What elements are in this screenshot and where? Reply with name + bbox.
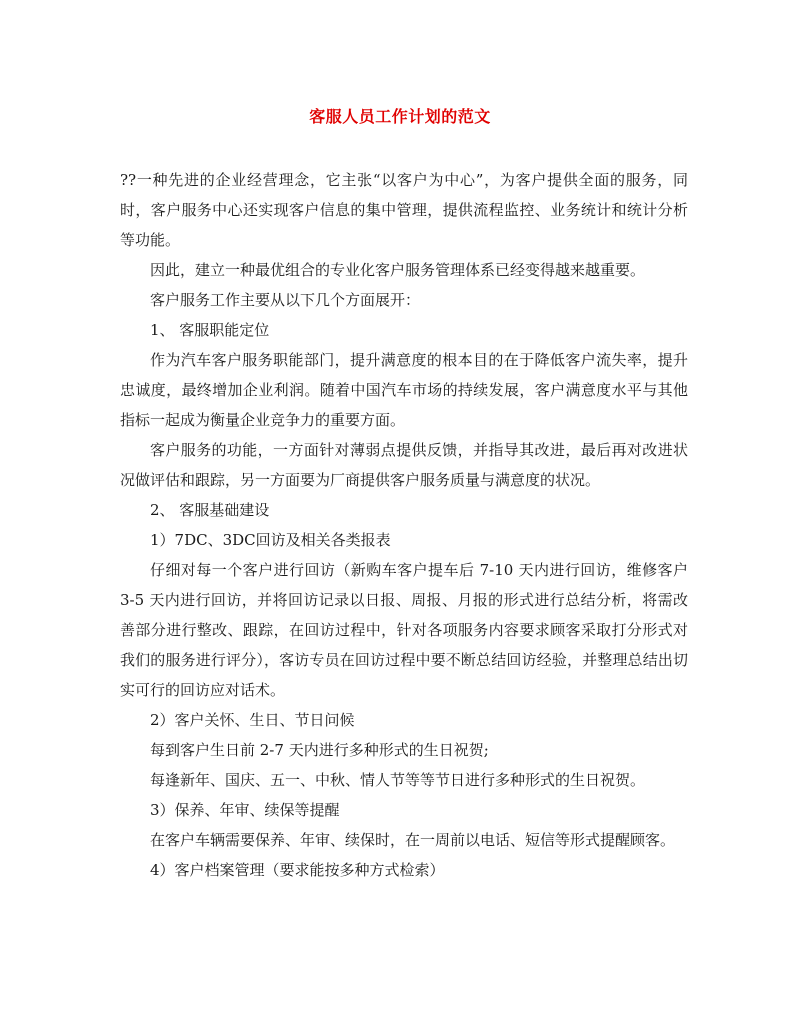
paragraph: 客户服务工作主要从以下几个方面展开： [150,291,421,309]
subsection-heading: 2）客户关怀、生日、节日问候 [150,711,355,729]
paragraph: 每逢新年、国庆、五一、中秋、情人节等等节日进行多种形式的生日祝贺。 [150,771,646,789]
subsection-heading: 1）7DC、3DC回访及相关各类报表 [150,531,391,549]
paragraph: 因此，建立一种最优组合的专业化客户服务管理体系已经变得越来越重要。 [150,261,646,279]
subsection-heading: 4）客户档案管理（要求能按多种方式检索） [150,861,445,879]
paragraph: 客户服务的功能，一方面针对薄弱点提供反馈，并指导其改进，最后再对改进状况做评估和跟踪，另一方面要为厂商提供客户服务质量与满意度的状况。 [120,441,688,489]
paragraph: 每到客户生日前 2-7 天内进行多种形式的生日祝贺; [150,741,489,759]
paragraph: 作为汽车客户服务职能部门，提升满意度的根本目的在于降低客户流失率，提升忠诚度，最终增加企业利润。随着中国汽车市场的持续发展，客户满意度水平与其他指标一起成为衡量企业竞争力的重要方面。 [120,351,688,429]
document-body [120,165,688,885]
paragraph: 仔细对每一个客户进行回访（新购车客户提车后 7-10 天内进行回访，维修客户 3-5 天内进行回访，并将回访记录以日报、周报、月报的形式进行总结分析，将需改善部分进行整改、跟踪，在回访过程中，针对各项服务内容要求顾客采取打分形式对我们的服务进行评分），客访专员在回访过程中要不断总结回访经验，并整理总结出切实可行的回访应对话术。 [120,561,688,699]
subsection-heading: 3）保养、年审、续保等提醒 [150,801,340,819]
paragraph: 在客户车辆需要保养、年审、续保时，在一周前以电话、短信等形式提醒顾客。 [150,831,676,849]
document-title: 客服人员工作计划的范文 [309,107,491,126]
section-heading: 2、 客服基础建设 [150,501,270,519]
section-heading: 1、 客服职能定位 [150,321,270,339]
paragraph: ??一种先进的企业经营理念，它主张“以客户为中心”，为客户提供全面的服务，同时，客户服务中心还实现客户信息的集中管理，提供流程监控、业务统计和统计分析等功能。 [120,171,688,249]
